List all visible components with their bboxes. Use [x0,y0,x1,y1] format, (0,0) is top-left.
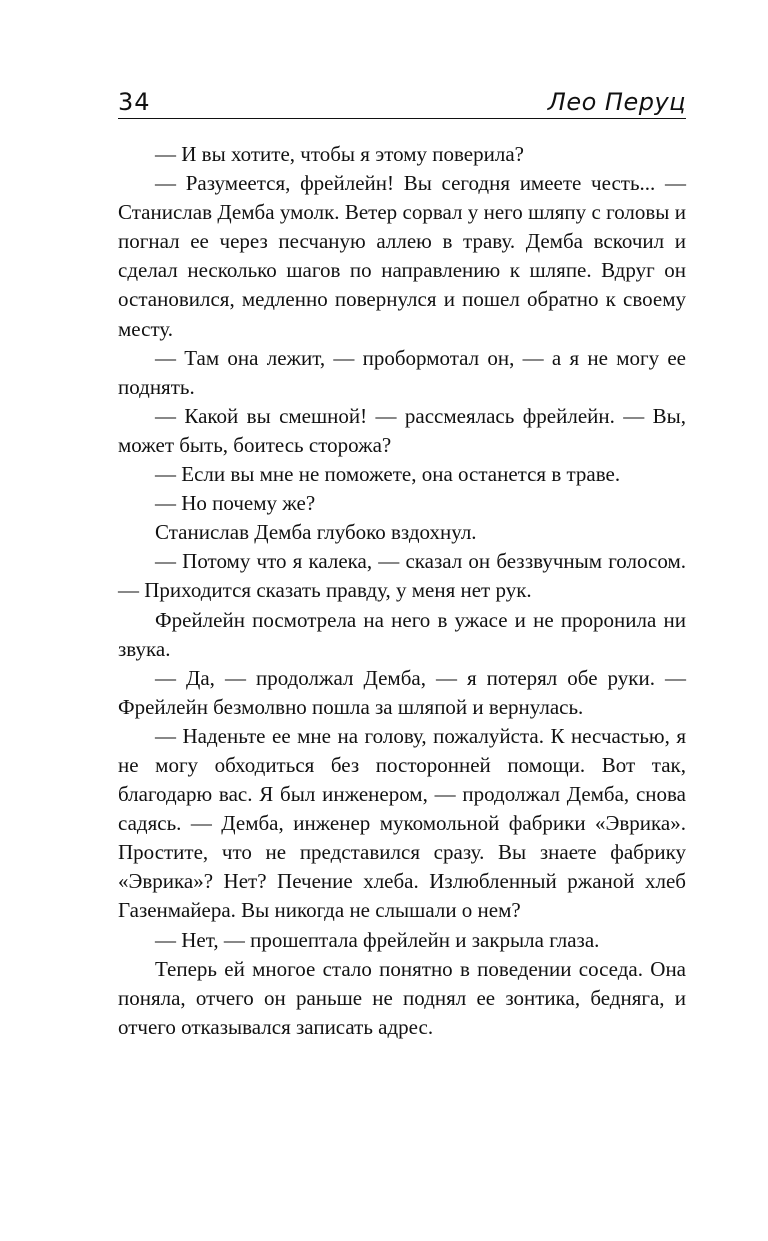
paragraph: — Но почему же? [155,491,316,516]
running-title: Лео Перуц [547,88,686,116]
paragraph: — И вы хотите, чтобы я этому поверила? [155,142,524,166]
paragraph: Теперь ей многое стало понятно в поведении соседа. Она поняла, отчего он раньше не поднял ее зонтика, бедняга, и отчего отказывался записать адрес. [118,956,686,1039]
paragraph: — Какой вы смешной! — рассмеялась фрейлейн. — Вы, может быть, боитесь сторожа? [118,403,686,457]
paragraph: Станислав Демба глубоко вздохнул. [155,520,477,545]
paragraph: — Если вы мне не поможете, она останется в траве. [155,462,621,487]
paragraph: — Наденьте ее мне на голову, пожалуйста. К несчастью, я не могу обходиться без посторонней помощи. Вот так, благодарю вас. Я был инженером, — продолжал Демба, снова садясь. — Демба, инженер мукомольной фабрики «Эврика». Простите, что не представился сразу. Вы знаете фабрику «Эврика»? Нет? Печение хлеба. Излюбленный ржаной хлеб Газенмайера. Вы никогда не слышали о нем? [118,723,686,923]
paragraph: — Там она лежит, — пробормотал он, — а я не могу ее поднять. [118,345,686,399]
paragraph: — Разумеется, фрейлейн! Вы сегодня имеете честь... — Станислав Демба умолк. Ветер сорвал у него шляпу с головы и погнал ее через песчаную аллею в траву. Демба вскочил и сделал несколько шагов по направлению к шляпе. Вдруг он остановился, медленно повернулся и пошел обратно к своему месту. [118,171,686,341]
paragraph: — Потому что я калека, — сказал он беззвучным голосом. — Приходится сказать правду, у меня нет рук. [118,549,686,603]
running-header [118,88,686,119]
page-number: 34 [118,88,151,116]
paragraph: Фрейлейн посмотрела на него в ужасе и не проронила ни звука. [118,607,686,661]
body-text [118,140,686,1042]
paragraph: — Да, — продолжал Демба, — я потерял обе руки. — Фрейлейн безмолвно пошла за шляпой и вернулась. [118,665,686,719]
paragraph: — Нет, — прошептала фрейлейн и закрыла глаза. [155,927,600,952]
